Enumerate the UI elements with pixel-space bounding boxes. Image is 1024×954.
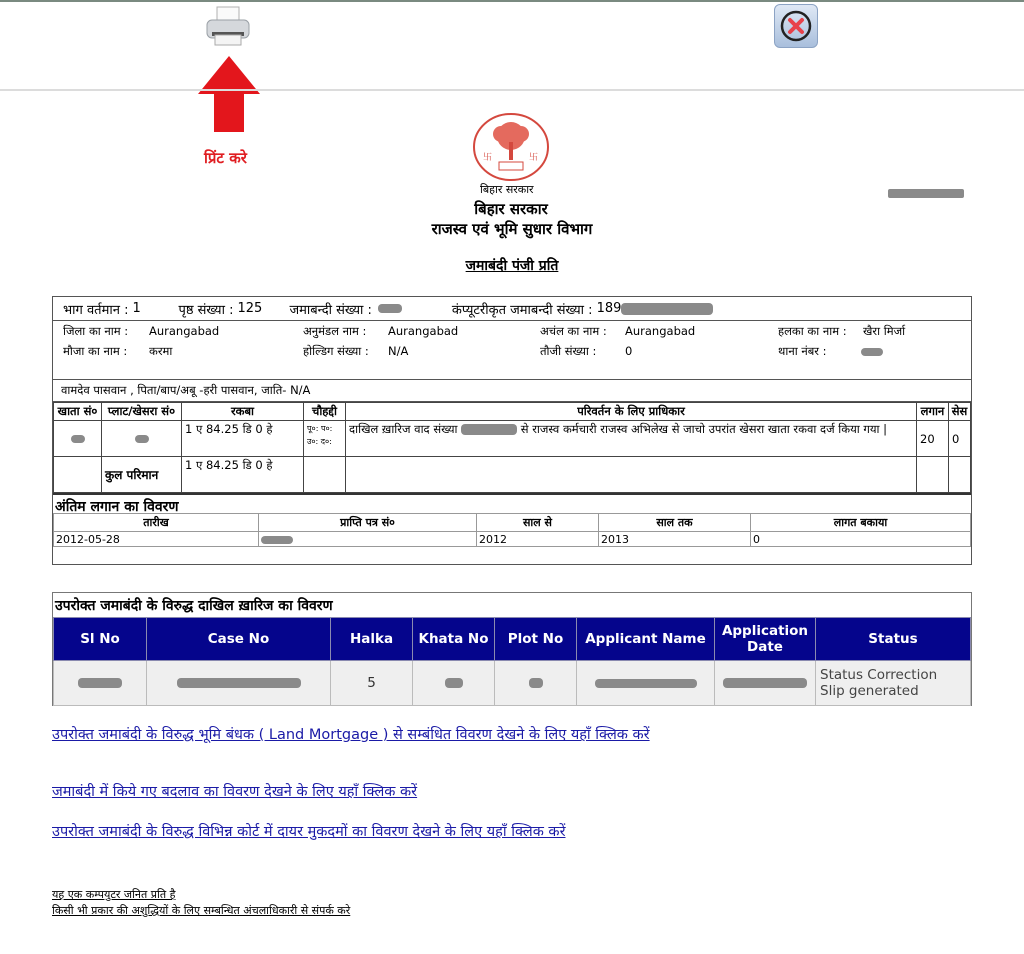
svg-text:卐: 卐 — [529, 153, 539, 163]
total-ses — [949, 457, 971, 493]
applicant-name — [577, 661, 715, 706]
holding-label: होल्डिग संख्या : — [303, 344, 369, 358]
last-lagaan-table — [53, 513, 971, 547]
col-plot: प्लाट/खेसरा सं० — [102, 403, 182, 421]
holding-value: N/A — [388, 344, 409, 358]
col-application-date: Application Date — [715, 618, 816, 661]
authority-value — [346, 421, 917, 457]
authority-text-before: दाखिल ख़ारिज वाद संख्या — [349, 422, 458, 436]
government-name: बिहार सरकार — [474, 200, 548, 218]
department-name: राजस्व एवं भूमि सुधार विभाग — [431, 220, 593, 238]
khata-header-row — [54, 403, 971, 421]
document-date-redacted — [888, 189, 964, 198]
thana-value-redacted — [861, 348, 883, 356]
tauzi-value: 0 — [625, 344, 633, 358]
dakhil-kharij-section — [52, 592, 972, 706]
halka-label: हलका का नाम : — [778, 324, 847, 338]
prishth-value: 125 — [237, 301, 263, 316]
computer-generated-note: यह एक कम्पयुटर जनित प्रति है — [52, 888, 176, 901]
table-row — [54, 661, 971, 706]
owner-details: वामदेव पासवान , पिता/बाप/अबू -हरी पासवान, जाति- N/A — [53, 380, 971, 402]
col-receipt: प्राप्ति पत्र सं० — [259, 514, 477, 532]
thana-label: थाना नंबर : — [778, 344, 827, 358]
receipt-number — [259, 532, 477, 547]
rakba-value: 1 ए 84.25 डि 0 हे — [182, 421, 304, 457]
authority-text-after: से राजस्व कर्मचारी राजस्व अभिलेख से जाचो उपरांत खेसरा खाता रकवा दर्ज किया गया | — [520, 422, 888, 436]
total-authority — [346, 457, 917, 493]
mauja-value: करमा — [149, 344, 173, 358]
close-button[interactable] — [774, 4, 818, 48]
lagaan-date: 2012-05-28 — [54, 532, 259, 547]
dk-plot-no — [495, 661, 577, 706]
case-number-redacted — [461, 424, 517, 435]
sl-no — [54, 661, 147, 706]
dk-status: Status Correction Slip generated — [816, 661, 971, 706]
col-lagan: लगान — [917, 403, 949, 421]
col-status: Status — [816, 618, 971, 661]
mauja-label: मौजा का नाम : — [63, 344, 128, 358]
dakhil-kharij-table — [53, 617, 971, 706]
contact-note: किसी भी प्रकार की अशुद्धियों के लिए सम्बन्धित अंचलाधिकारी से संपर्क करे — [52, 904, 351, 917]
total-lagan — [917, 457, 949, 493]
chauhaddi-value — [304, 421, 346, 457]
jamabandi-label: जमाबन्दी संख्या : — [289, 302, 372, 318]
table-row — [54, 421, 971, 457]
jamabandi-register — [52, 296, 972, 565]
col-balance: लागत बकाया — [751, 514, 971, 532]
col-ses: सेस — [949, 403, 971, 421]
anchal-label: अचंल का नाम : — [540, 324, 607, 338]
arrow-up-icon — [198, 56, 260, 132]
col-khata: खाता सं० — [54, 403, 102, 421]
computerized-value: 189 — [596, 301, 622, 316]
total-empty — [54, 457, 102, 493]
application-date — [715, 661, 816, 706]
anchal-value: Aurangabad — [625, 324, 696, 338]
from-year: 2012 — [477, 532, 599, 547]
zila-value: Aurangabad — [149, 324, 220, 338]
plot-number — [102, 421, 182, 457]
halka-value: खैरा मिर्जा — [863, 324, 906, 338]
col-khata-no: Khata No — [413, 618, 495, 661]
emblem-caption: बिहार सरकार — [480, 183, 534, 196]
summary-row — [53, 297, 971, 321]
total-chauhaddi — [304, 457, 346, 493]
anumandal-label: अनुमंडल नाम : — [303, 324, 367, 338]
computerized-label: कंप्यूटरीकृत जमाबन्दी संख्या : — [451, 302, 593, 318]
dakhil-kharij-title: उपरोक्त जमाबंदी के विरुद्ध दाखिल ख़ारिज का विवरण — [55, 598, 333, 614]
land-mortgage-link[interactable]: उपरोक्त जमाबंदी के विरुद्ध भूमि बंधक ( Land Mortgage ) से सम्बंधित विवरण देखने के लिए यहाँ क्लिक करें — [52, 727, 650, 743]
chauhaddi-line2: उ०: द०: — [307, 437, 332, 446]
col-sl-no: Sl No — [54, 618, 147, 661]
ses-value: 0 — [949, 421, 971, 457]
to-year: 2013 — [599, 532, 751, 547]
lagaan-header-row — [54, 514, 971, 532]
computerized-value-redacted — [621, 303, 713, 315]
total-row — [54, 457, 971, 493]
jamabandi-value-redacted — [378, 304, 402, 313]
balance: 0 — [751, 532, 971, 547]
last-lagaan-title: अंतिम लगान का विवरण — [53, 493, 971, 513]
table-row — [54, 532, 971, 547]
anumandal-value: Aurangabad — [388, 324, 459, 338]
tauzi-label: तौजी संख्या : — [540, 344, 597, 358]
col-applicant-name: Applicant Name — [577, 618, 715, 661]
jamabandi-changes-link[interactable]: जमाबंदी में किये गए बदलाव का विवरण देखने के लिए यहाँ क्लिक करें — [52, 784, 418, 800]
col-from-year: साल से — [477, 514, 599, 532]
bhag-label: भाग वर्तमान : — [63, 302, 129, 318]
dk-khata-no — [413, 661, 495, 706]
col-to-year: साल तक — [599, 514, 751, 532]
case-no — [147, 661, 331, 706]
total-rakba: 1 ए 84.25 डि 0 हे — [182, 457, 304, 493]
col-halka: Halka — [331, 618, 413, 661]
col-case-no: Case No — [147, 618, 331, 661]
col-rakba: रकबा — [182, 403, 304, 421]
bhag-value: 1 — [132, 301, 141, 316]
dk-halka: 5 — [331, 661, 413, 706]
court-cases-link[interactable]: उपरोक्त जमाबंदी के विरुद्ध विभिन्न कोर्ट में दायर मुकदमों का विवरण देखने के लिए यहाँ क्लिक करें — [52, 824, 566, 840]
total-label: कुल परिमान — [102, 457, 182, 493]
prishth-label: पृष्ठ संख्या : — [178, 302, 234, 318]
lagan-value: 20 — [917, 421, 949, 457]
top-border — [0, 0, 1024, 2]
col-authority: परिवर्तन के लिए प्राधिकार — [346, 403, 917, 421]
dk-header-row — [54, 618, 971, 661]
location-info — [53, 321, 971, 380]
printer-icon — [203, 4, 253, 48]
zila-label: जिला का नाम : — [63, 324, 129, 338]
svg-text:卐: 卐 — [483, 153, 493, 163]
bihar-emblem-icon — [471, 112, 551, 182]
col-plot-no: Plot No — [495, 618, 577, 661]
col-chauhaddi: चौहद्दी — [304, 403, 346, 421]
chauhaddi-line1: पू०: प०: — [307, 424, 333, 433]
print-label[interactable]: प्रिंट करे — [204, 149, 247, 167]
khata-number — [54, 421, 102, 457]
col-date: तारीख — [54, 514, 259, 532]
header-separator — [0, 89, 1024, 91]
print-button[interactable] — [203, 4, 253, 48]
close-icon — [775, 5, 819, 49]
khata-table — [53, 402, 971, 493]
document-title: जमाबंदी पंजी प्रति — [465, 258, 559, 274]
